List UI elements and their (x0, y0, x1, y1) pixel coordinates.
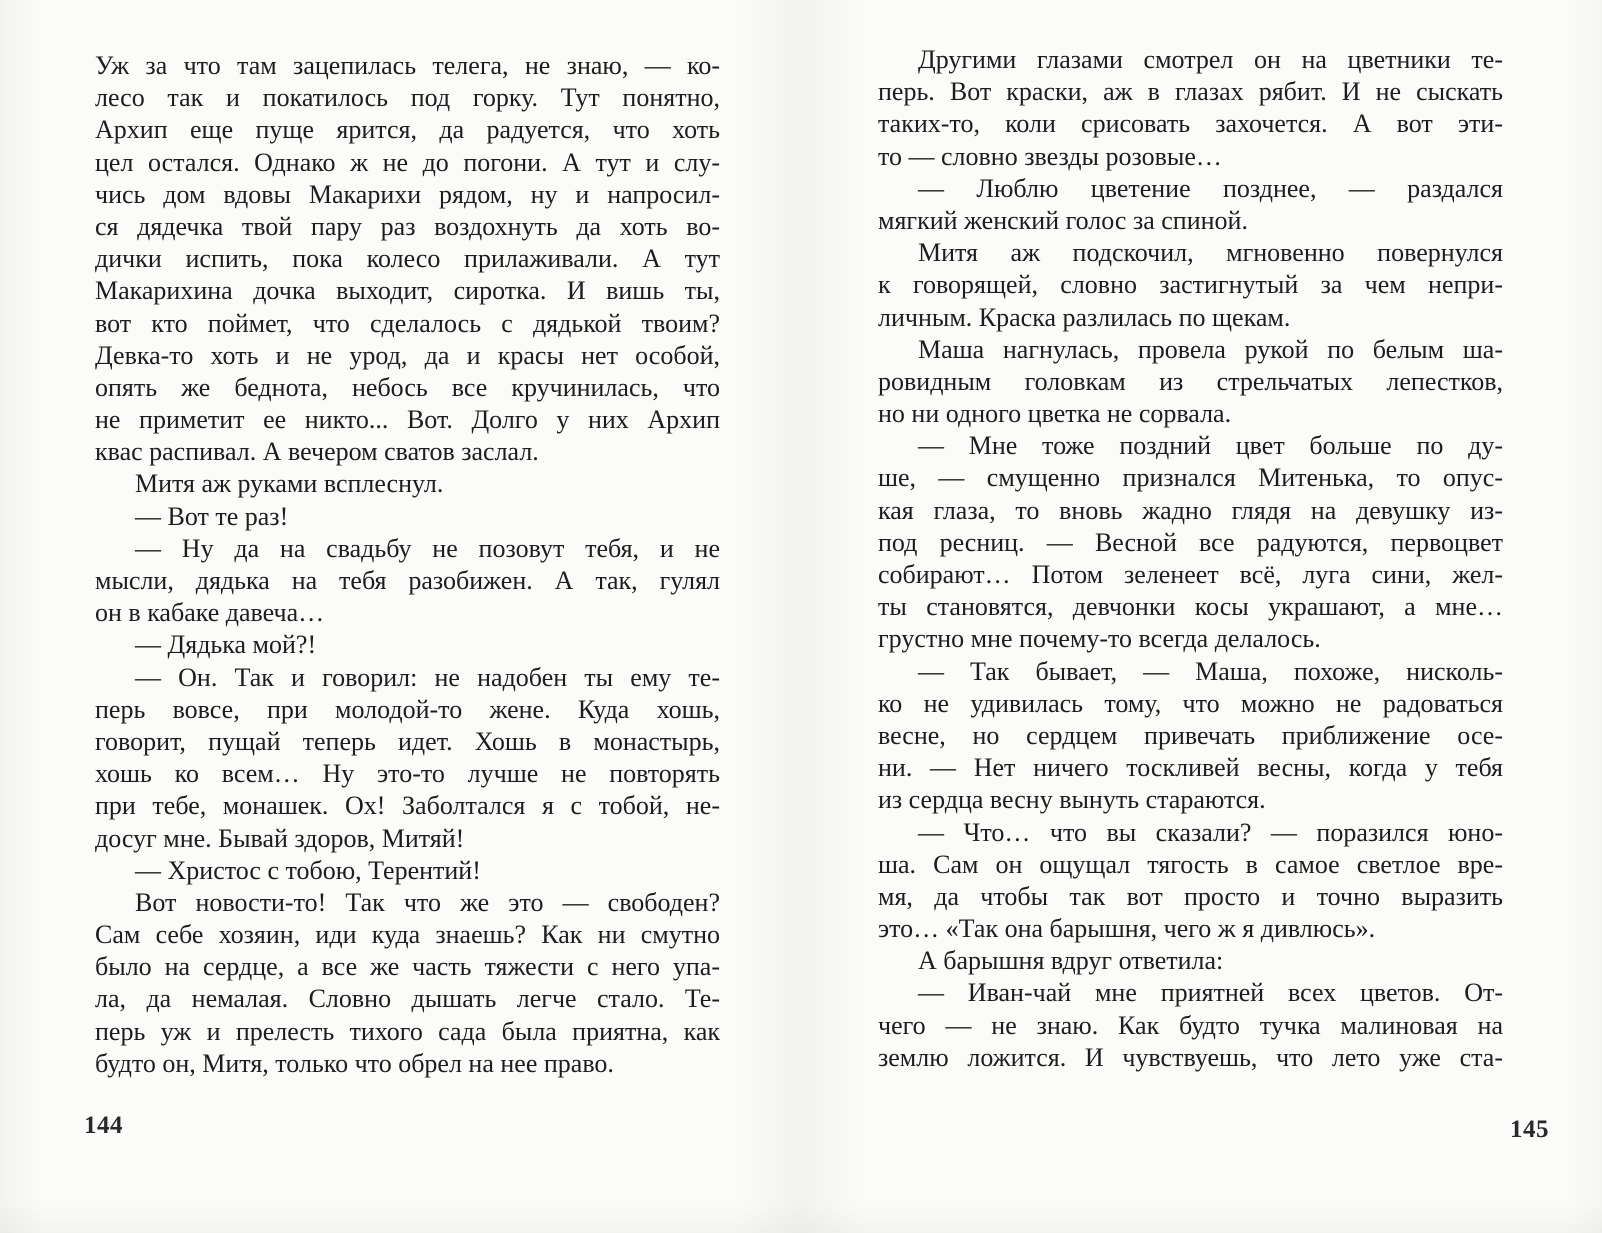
text-line: он в кабаке давеча… (95, 598, 325, 628)
paragraph (878, 656, 1503, 817)
text-line: А барышня вдруг ответила: (918, 946, 1224, 976)
text-line: кая глаза, то вновь жадно глядя на девушку из- (878, 495, 1503, 525)
text-line: — Дядька мой?! (135, 630, 317, 660)
text-line: Митя аж руками всплеснул. (135, 469, 444, 499)
text-line: ты становятся, девчонки косы украшают, а мне… (878, 592, 1503, 622)
text-line: Девка-то хоть и не урод, да и красы нет особой, (95, 340, 720, 370)
paragraph (878, 44, 1503, 173)
text-line: мя, да чтобы так вот просто и точно выразить (878, 881, 1503, 911)
text-line: досуг мне. Бывай здоров, Митяй! (95, 823, 465, 853)
text-line: — Христос с тобою, Терентий! (135, 855, 481, 885)
text-line: — Так бывает, — Маша, похоже, нисколь- (918, 656, 1503, 686)
text-line: при тебе, монашек. Ох! Заболтался я с тобой, не- (95, 791, 720, 821)
text-line: чись дом вдовы Макарихи рядом, ну и напросил- (95, 179, 720, 209)
text-line: из сердца весну вынуть стараются. (878, 785, 1266, 815)
text-line: — Люблю цветение позднее, — раздался (918, 173, 1503, 203)
paragraph (95, 50, 720, 468)
paragraph (95, 887, 720, 1080)
text-line: Митя аж подскочил, мгновенно повернулся (918, 238, 1503, 268)
paragraph (878, 430, 1503, 655)
text-line: перь вовсе, при молодой-то жене. Куда хошь, (95, 694, 720, 724)
text-line: это… «Так она барышня, чего ж я дивлюсь». (878, 914, 1376, 944)
paragraph (95, 855, 720, 887)
text-line: — Ну да на свадьбу не позовут тебя, и не (135, 533, 720, 563)
text-line: грустно мне почему-то всегда делалось. (878, 624, 1321, 654)
text-line: перь. Вот краски, аж в глазах рябит. И не сыскать (878, 77, 1503, 107)
text-line: под ресниц. — Весной все радуются, первоцвет (878, 527, 1503, 557)
paragraph (95, 662, 720, 855)
text-line: к говорящей, словно застигнутый за чем непри- (878, 270, 1503, 300)
text-line: было на сердце, а все же часть тяжести с него упа- (95, 952, 720, 982)
text-line: ся дядечка твой пару раз воздохнуть да хоть во- (95, 211, 720, 241)
text-line: Вот новости-то! Так что же это — свободен? (135, 887, 720, 917)
text-line: говорит, пущай теперь идет. Хошь в монастырь, (95, 726, 720, 756)
text-line: весне, но сердцем привечать приближение осе- (878, 720, 1503, 750)
text-line: личным. Краска разлилась по щекам. (878, 302, 1291, 332)
paragraph (878, 237, 1503, 334)
text-line: ла, да немалая. Словно дышать легче стало. Те- (95, 984, 720, 1014)
paragraph (878, 334, 1503, 431)
text-line: — Что… что вы сказали? — поразился юно- (918, 817, 1503, 847)
text-line: не приметит ее никто... Вот. Долго у них Архип (95, 405, 720, 435)
text-line: чего — не знаю. Как будто тучка малиновая на (878, 1010, 1503, 1040)
page-number-right: 145 (1510, 1116, 1549, 1143)
text-line: — Он. Так и говорил: не надобен ты ему те- (135, 662, 720, 692)
paragraph (878, 173, 1503, 237)
text-line: Другими глазами смотрел он на цветники те- (918, 45, 1503, 74)
text-line: но ни одного цветка не сорвала. (878, 399, 1232, 429)
text-line: лесо так и покатилось под горку. Тут понятно, (95, 83, 720, 113)
text-line: Маша нагнулась, провела рукой по белым ша- (918, 334, 1503, 364)
paragraph (95, 533, 720, 630)
text-line: опять же беднота, небось все кручинилась, что (95, 372, 720, 402)
paragraph (95, 501, 720, 533)
paragraph (878, 945, 1503, 977)
text-line: ровидным головкам из стрельчатых лепестков, (878, 366, 1503, 396)
paragraph (95, 629, 720, 661)
paragraph (878, 817, 1503, 946)
text-line: ко не удивилась тому, что можно не радоваться (878, 688, 1503, 718)
text-line: — Мне тоже поздний цвет больше по ду- (918, 431, 1503, 461)
text-line: Архип еще пуще ярится, да радуется, что хоть (95, 115, 720, 145)
text-line: цел остался. Однако ж не до погони. А тут и слу- (95, 147, 720, 177)
text-line: ша. Сам он ощущал тягость в самое светлое вре- (878, 849, 1503, 879)
text-line: вот кто поймет, что сделалось с дядькой твоим? (95, 308, 720, 338)
page-left-text (95, 50, 720, 1080)
text-line: перь уж и прелесть тихого сада была приятна, как (95, 1016, 720, 1046)
text-line: собирают… Потом зеленеет всё, луга сини, жел- (878, 560, 1503, 589)
text-line: Макарихина дочка выходит, сиротка. И вишь ты, (95, 276, 720, 306)
text-line: будто он, Митя, только что обрел на нее право. (95, 1048, 614, 1078)
text-line: мысли, дядька на тебя разобижен. А так, гулял (95, 566, 720, 595)
text-line: хошь ко всем… Ну это-то лучше не повторять (95, 759, 720, 789)
paragraph (95, 468, 720, 500)
text-line: мягкий женский голос за спиной. (878, 205, 1248, 235)
text-line: ни. — Нет ничего тоскливей весны, когда у тебя (878, 753, 1503, 783)
text-line: ше, — смущенно признался Митенька, то опус- (878, 463, 1503, 493)
paragraph (878, 977, 1503, 1074)
text-line: — Вот те раз! (135, 501, 289, 531)
text-line: землю ложится. И чувствуешь, что лето уже ста- (878, 1042, 1503, 1072)
text-line: то — словно звезды розовые… (878, 141, 1222, 171)
page-right-text (878, 44, 1503, 1074)
page-number-left: 144 (84, 1112, 123, 1139)
text-line: квас распивал. А вечером сватов заслал. (95, 437, 539, 467)
text-line: Сам себе хозяин, иди куда знаешь? Как ни смутно (95, 920, 720, 950)
text-line: дички испить, пока колесо прилаживали. А тут (95, 244, 720, 274)
text-line: — Иван-чай мне приятней всех цветов. От- (918, 978, 1503, 1008)
text-line: таких-то, коли срисовать захочется. А вот эти- (878, 109, 1503, 139)
text-line: Уж за что там зацепилась телега, не знаю, — ко- (95, 51, 720, 80)
